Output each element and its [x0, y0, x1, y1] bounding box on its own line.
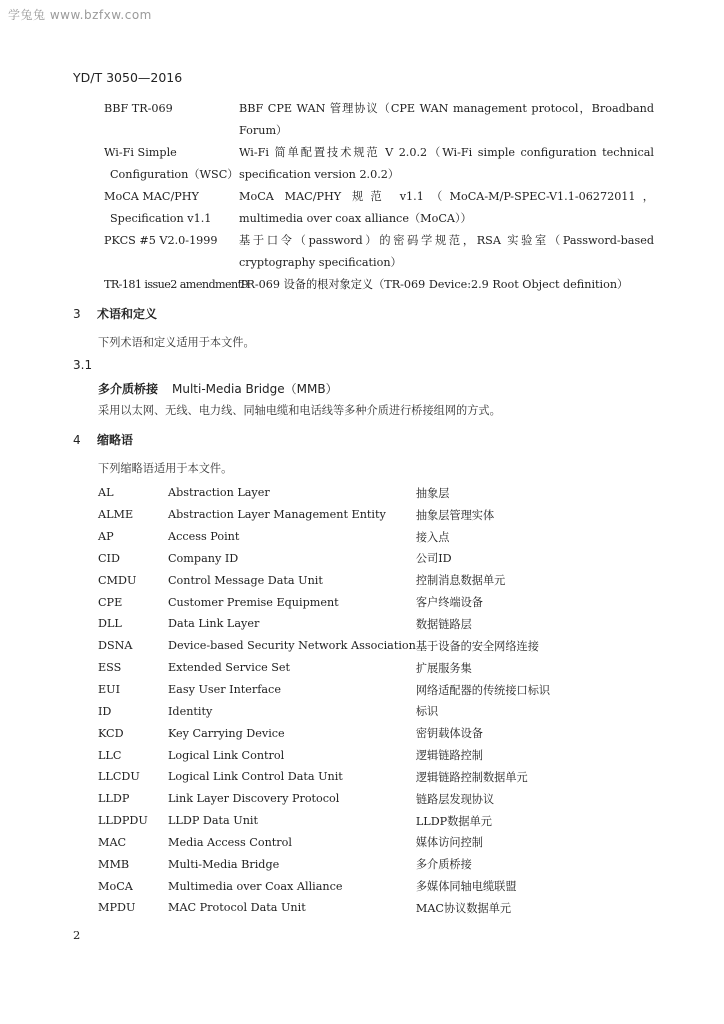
- table-row: [98, 569, 550, 591]
- abbreviation-cell: ID: [98, 704, 112, 718]
- section-4-title: 缩略语: [97, 433, 134, 447]
- page-number: 2: [73, 928, 81, 942]
- chinese-term-cell: 抽象层管理实体: [415, 508, 495, 522]
- watermark: 学兔兔 www.bzfxw.com: [8, 8, 152, 22]
- english-term-cell: Access Point: [168, 530, 240, 544]
- table-row: [98, 788, 550, 810]
- table-row: [98, 766, 550, 788]
- abbreviation-cell: LLC: [98, 748, 122, 762]
- table-row: [98, 635, 550, 657]
- abbreviation-cell: ALME: [98, 508, 134, 522]
- english-term-cell: LLDP Data Unit: [168, 814, 258, 828]
- table-row: [98, 482, 550, 504]
- reference-name-line: Wi-Fi Simple: [104, 146, 177, 159]
- chinese-term-cell: 抽象层: [415, 486, 450, 500]
- abbreviation-cell: EUI: [98, 683, 121, 697]
- term-definition: 采用以太网、无线、电力线、同轴电缆和电话线等多种介质进行桥接组网的方式。: [98, 404, 501, 417]
- english-term-cell: Multi-Media Bridge: [168, 857, 280, 871]
- reference-description: 基于口令（password）的密码学规范，RSA 实验室（Password-based cryptography specification）: [239, 234, 654, 269]
- english-term-cell: Link Layer Discovery Protocol: [168, 792, 340, 806]
- abbreviation-cell: DLL: [98, 617, 122, 631]
- reference-row: [104, 274, 654, 296]
- english-term-cell: Control Message Data Unit: [168, 573, 323, 587]
- reference-name: [104, 230, 239, 274]
- chinese-term-cell: 逻辑链路控制: [415, 749, 483, 763]
- abbreviation-cell: CMDU: [98, 573, 137, 587]
- abbreviation-cell: MMB: [98, 857, 130, 871]
- chinese-term-cell: 数据链路层: [415, 617, 472, 631]
- reference-name-line: MoCA MAC/PHY: [104, 190, 199, 203]
- table-row: [98, 832, 550, 854]
- english-term-cell: Logical Link Control: [168, 748, 285, 762]
- section-4-number: 4: [73, 433, 81, 447]
- reference-description: TR-069 设备的根对象定义（TR-069 Device:2.9 Root Object definition）: [239, 278, 629, 291]
- abbreviation-cell: LLDPDU: [98, 814, 148, 828]
- table-row: [98, 722, 550, 744]
- chinese-term-cell: 扩展服务集: [415, 661, 472, 675]
- table-row: [98, 548, 550, 570]
- abbreviation-cell: LLCDU: [98, 770, 140, 784]
- english-term-cell: MAC Protocol Data Unit: [168, 901, 306, 915]
- table-row: [98, 526, 550, 548]
- abbreviation-cell: KCD: [98, 726, 124, 740]
- chinese-term-cell: 控制消息数据单元: [415, 574, 506, 588]
- chinese-term-cell: 逻辑链路控制数据单元: [415, 770, 528, 784]
- table-row: [98, 875, 550, 897]
- reference-row: [104, 142, 654, 186]
- table-row: [98, 853, 550, 875]
- abbreviation-cell: AP: [98, 530, 114, 544]
- table-row: [98, 810, 550, 832]
- subsection-3-1-number: 3.1: [73, 358, 93, 372]
- reference-name: [104, 98, 239, 142]
- chinese-term-cell: 网络适配器的传统接口标识: [415, 683, 551, 697]
- reference-name: [104, 186, 239, 230]
- chinese-term-cell: 多媒体同轴电缆联盟: [415, 880, 517, 894]
- reference-name-line: Configuration（WSC）: [110, 168, 239, 181]
- english-term-cell: Easy User Interface: [168, 683, 281, 697]
- table-row: [98, 613, 550, 635]
- english-term-cell: Abstraction Layer: [168, 486, 270, 500]
- abbreviation-cell: MoCA: [98, 879, 133, 893]
- document-code: YD/T 3050—2016: [73, 70, 183, 85]
- section-4-heading: [73, 431, 133, 448]
- chinese-term-cell: 多介质桥接: [415, 858, 472, 872]
- english-term-cell: Data Link Layer: [168, 617, 260, 631]
- reference-row: [104, 98, 654, 142]
- chinese-term-cell: 客户终端设备: [415, 596, 483, 610]
- english-term-cell: Company ID: [168, 551, 239, 565]
- section-3-title: 术语和定义: [97, 307, 158, 321]
- table-row: [98, 591, 550, 613]
- chinese-term-cell: 密钥载体设备: [415, 727, 483, 741]
- normative-references-list: [104, 98, 654, 296]
- reference-name-line: TR-181 issue2 amendment9: [104, 278, 249, 291]
- abbreviation-cell: AL: [98, 486, 114, 500]
- reference-name-line: BBF TR-069: [104, 102, 173, 115]
- english-term-cell: Extended Service Set: [168, 661, 291, 675]
- reference-name-line: PKCS #5 V2.0-1999: [104, 234, 218, 247]
- abbreviations-table: [98, 482, 550, 919]
- chinese-term-cell: LLDP数据单元: [415, 814, 492, 828]
- english-term-cell: Multimedia over Coax Alliance: [168, 879, 343, 893]
- reference-name: [104, 274, 249, 296]
- chinese-term-cell: 链路层发现协议: [415, 792, 495, 806]
- english-term-cell: Key Carrying Device: [168, 726, 285, 740]
- chinese-term-cell: 媒体访问控制: [415, 836, 483, 850]
- abbreviation-cell: DSNA: [98, 639, 133, 653]
- section-4-intro: 下列缩略语适用于本文件。: [98, 462, 233, 475]
- table-row: [98, 504, 550, 526]
- chinese-term-cell: 公司ID: [415, 552, 452, 566]
- abbreviation-cell: LLDP: [98, 792, 130, 806]
- english-term-cell: Identity: [168, 704, 213, 718]
- table-row: [98, 679, 550, 701]
- term-chinese: 多介质桥接: [98, 382, 159, 396]
- table-row: [98, 657, 550, 679]
- reference-name-line: Specification v1.1: [110, 212, 212, 225]
- abbreviation-cell: ESS: [98, 661, 122, 675]
- english-term-cell: Device-based Security Network Association: [168, 639, 416, 653]
- abbreviation-cell: CPE: [98, 595, 123, 609]
- english-term-cell: Abstraction Layer Management Entity: [168, 508, 386, 522]
- chinese-term-cell: 基于设备的安全网络连接: [415, 639, 539, 653]
- chinese-term-cell: MAC协议数据单元: [415, 901, 512, 915]
- abbreviation-cell: MPDU: [98, 901, 136, 915]
- reference-description: BBF CPE WAN 管理协议（CPE WAN management protocol，Broadband Forum）: [239, 102, 654, 137]
- term-english: Multi-Media Bridge（MMB）: [172, 382, 338, 396]
- english-term-cell: Customer Premise Equipment: [168, 595, 339, 609]
- reference-row: [104, 186, 654, 230]
- chinese-term-cell: 标识: [415, 705, 439, 719]
- reference-name: [104, 142, 239, 186]
- english-term-cell: Media Access Control: [168, 835, 292, 849]
- english-term-cell: Logical Link Control Data Unit: [168, 770, 343, 784]
- table-row: [98, 744, 550, 766]
- term-entry: [98, 380, 338, 397]
- section-3-intro: 下列术语和定义适用于本文件。: [98, 336, 255, 349]
- table-row: [98, 897, 550, 919]
- abbreviation-cell: CID: [98, 551, 120, 565]
- section-3-number: 3: [73, 307, 81, 321]
- reference-description: MoCA MAC/PHY 规范 v1.1（MoCA-M/P-SPEC-V1.1-06272011，multimedia over coax alliance（MoCA））: [239, 190, 654, 225]
- reference-description: Wi-Fi 简单配置技术规范 V 2.0.2（Wi-Fi simple configuration technical specification version 2.0.2）: [239, 146, 654, 181]
- reference-row: [104, 230, 654, 274]
- section-3-heading: [73, 305, 157, 322]
- abbreviation-cell: MAC: [98, 835, 127, 849]
- chinese-term-cell: 接入点: [415, 530, 450, 544]
- table-row: [98, 700, 550, 722]
